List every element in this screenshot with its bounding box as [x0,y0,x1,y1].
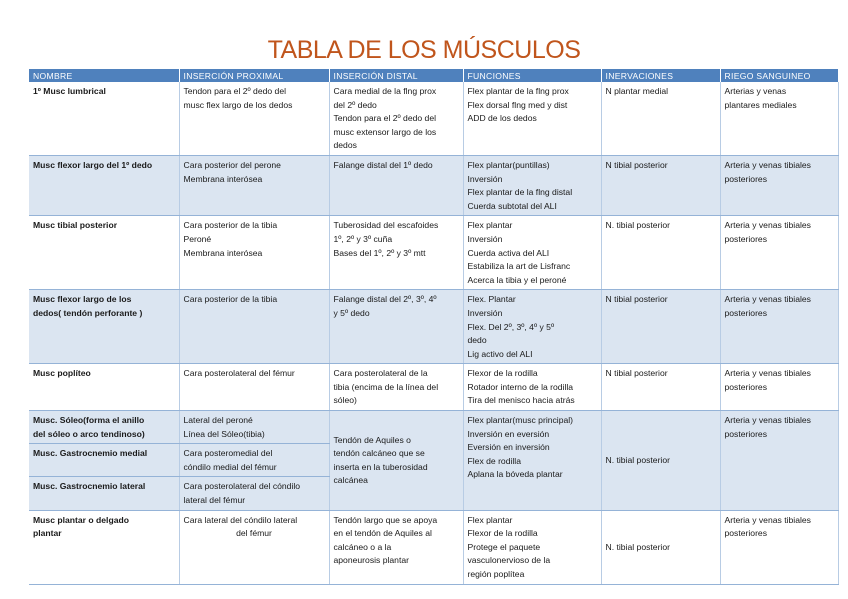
cell-line: Inversión [467,307,503,318]
cell-line: Bases del 1º, 2º y 3º mtt [333,247,426,258]
cell-proximal [179,82,329,155]
cell-line: posteriores [724,233,768,244]
cell-proximal [179,510,329,584]
cell-line: Musc tibial posterior [33,220,118,231]
cell-line: Inversión [467,233,503,244]
cell-distal [329,290,463,364]
cell-line: N tibial posterior [605,368,668,379]
cell-line: Tendon para el 2º dedo del [183,86,287,96]
page-title: TABLA DE LOS MÚSCULOS [267,36,581,64]
cell-line: Flex dorsal flng med y dist [467,99,568,110]
cell-line: plantar [33,528,62,539]
header-insercion-distal: INSERCIÓN DISTAL [329,69,463,82]
cell-line: Cara posterolateral del fémur [183,368,295,379]
muscle-table [29,69,839,585]
cell-funciones [463,411,601,511]
cell-riego [720,155,838,215]
cell-line: Arteria y venas tibiales [724,294,811,305]
header-nombre: NOMBRE [29,69,179,82]
cell-line: Musc. Gastrocnemio medial [33,448,148,459]
cell-line: Aplana la bóveda plantar [467,469,563,480]
cell-line: posteriores [724,528,768,539]
cell-distal [329,155,463,215]
cell-riego [720,510,838,584]
cell-line: Inversión [467,173,503,184]
cell-line: N. tibial posterior [605,220,670,231]
cell-riego [720,82,838,155]
cell-line: Flex. Plantar [467,294,516,305]
cell-distal [329,82,463,155]
cell-proximal [179,290,329,364]
cell-line: posteriores [724,381,768,392]
cell-funciones [463,82,601,155]
cell-line: N tibial posterior [605,294,668,305]
cell-nombre [29,364,179,411]
cell-line: Inversión en eversión [467,428,550,439]
cell-line: Musc. Gastrocnemio lateral [33,481,146,492]
header-inervaciones: INERVACIONES [601,69,720,82]
cell-riego [720,364,838,411]
cell-line: Musc. Sóleo(forma el anillo [33,415,145,426]
cell-line: calcáneo o a la [333,541,392,552]
cell-riego [720,290,838,364]
cell-inervacion [601,364,720,411]
table-row [29,510,838,584]
cell-funciones [463,155,601,215]
cell-proximal [179,444,329,477]
cell-line: Tira del menisco hacia atrás [467,395,575,406]
table-row [29,82,838,155]
cell-line: Cara posterior del perone [183,159,281,170]
cell-line: y 5º dedo [333,307,370,318]
cell-distal [329,510,463,584]
cell-line: Rotador interno de la rodilla [467,381,574,392]
cell-line: musc extensor largo de los [333,126,437,137]
cell-line: Flexor de la rodilla [467,368,538,379]
table-row [29,290,838,364]
cell-line: Flex plantar [467,514,513,525]
table-header-row [29,69,838,82]
cell-line: Flex plantar [467,220,513,231]
cell-line: N. tibial posterior [605,455,670,466]
table-row [29,411,838,444]
cell-line: tibia (encima de la línea del [333,381,439,392]
cell-line: cóndilo medial del fémur [183,461,277,472]
cell-line: del fémur [236,528,272,539]
cell-inervacion [601,510,720,584]
cell-line: en el tendón de Aquiles al [333,528,432,539]
cell-line: Acerca la tibia y el peroné [467,274,567,285]
cell-line: Cara posterior de la tibia [183,220,278,231]
cell-line: dedos( tendón perforante ) [33,307,143,318]
cell-nombre [29,411,179,444]
cell-line: Arteria y venas tibiales [724,220,811,231]
cell-line: N. tibial posterior [605,541,670,552]
cell-proximal [179,155,329,215]
cell-line: 1º Musc lumbrical [33,86,106,96]
header-funciones: FUNCIONES [463,69,601,82]
cell-riego [720,216,838,290]
cell-distal [329,411,463,511]
cell-proximal [179,411,329,444]
cell-proximal [179,216,329,290]
cell-line: posteriores [724,428,768,439]
cell-line: Flex plantar(puntillas) [467,159,550,170]
cell-line: Arteria y venas tibiales [724,415,811,426]
header-insercion-proximal: INSERCIÓN PROXIMAL [179,69,329,82]
cell-nombre [29,290,179,364]
cell-line: Arteria y venas tibiales [724,159,811,170]
cell-line: Tuberosidad del escafoides [333,220,439,231]
cell-line: Arterias y venas [724,86,787,96]
cell-inervacion [601,411,720,511]
cell-line: Cara lateral del cóndilo lateral [183,514,298,525]
cell-line: del sóleo o arco tendinoso) [33,428,145,439]
cell-line: Estabiliza la art de Lisfranc [467,261,571,272]
cell-line: sóleo) [333,395,357,406]
table-row [29,216,838,290]
cell-line: dedo [467,335,487,346]
cell-line: Tendon para el 2º dedo del [333,113,437,124]
cell-line: Musc flexor largo del 1º dedo [33,159,153,170]
cell-line: Cuerda subtotal del ALI [467,200,557,211]
cell-line: Línea del Sóleo(tibia) [183,428,265,439]
cell-line: dedos [333,140,357,151]
cell-line: Flex plantar de la flng distal [467,187,573,198]
cell-line: Musc plantar o delgado [33,514,129,525]
cell-line: Lateral del peroné [183,415,253,426]
cell-line: Cara posterolateral del cóndilo [183,481,301,492]
cell-line: Peroné [183,233,212,244]
cell-proximal [179,364,329,411]
cell-line: Lig activo del ALI [467,348,533,359]
cell-distal [329,216,463,290]
cell-inervacion [601,155,720,215]
cell-line: Tendón de Aquiles o [333,434,411,445]
cell-line: calcánea [333,475,368,486]
cell-line: del 2º dedo [333,99,377,110]
cell-funciones [463,510,601,584]
cell-nombre [29,216,179,290]
cell-line: Protege el paquete [467,541,541,552]
cell-line: Cara posteromedial del [183,448,273,459]
cell-line: Cuerda activa del ALI [467,247,550,258]
cell-line: Membrana interósea [183,173,263,184]
cell-line: Tendón largo que se apoya [333,514,438,525]
cell-line: Musc poplíteo [33,368,91,379]
cell-line: Cara posterior de la tibia [183,294,278,305]
cell-line: Falange distal del 2º, 3º, 4º [333,294,437,305]
cell-line: musc flex largo de los dedos [183,99,293,110]
cell-line: 1º, 2º y 3º cuña [333,233,393,244]
cell-funciones [463,290,601,364]
cell-line: posteriores [724,307,768,318]
cell-line: N tibial posterior [605,159,668,170]
cell-line: inserta en la tuberosidad [333,461,428,472]
cell-line: Flexor de la rodilla [467,528,538,539]
cell-line: Falange distal del 1º dedo [333,159,433,170]
cell-nombre [29,510,179,584]
cell-line: ADD de los dedos [467,113,537,124]
cell-line: Musc flexor largo de los [33,294,132,305]
cell-inervacion [601,216,720,290]
cell-line: lateral del fémur [183,495,246,506]
cell-nombre [29,477,179,510]
cell-riego [720,411,838,511]
cell-line: Flex plantar(musc principal) [467,415,574,426]
cell-line: región poplítea [467,569,525,579]
cell-inervacion [601,82,720,155]
cell-line: Flex. Del 2º, 3º, 4º y 5º [467,321,555,332]
header-riego-sanguineo: RIEGO SANGUINEO [720,69,838,82]
cell-line: Cara posterolateral de la [333,368,428,379]
cell-line: tendón calcáneo que se [333,448,425,459]
cell-line: aponeurosis plantar [333,555,409,566]
cell-nombre [29,155,179,215]
cell-line: Eversión en inversión [467,442,550,453]
cell-line: plantares mediales [724,99,797,110]
cell-line: N plantar medial [605,86,669,96]
cell-inervacion [601,290,720,364]
cell-line: Arteria y venas tibiales [724,368,811,379]
table-row [29,364,838,411]
cell-line: posteriores [724,173,768,184]
cell-nombre [29,444,179,477]
cell-line: Arteria y venas tibiales [724,514,811,525]
cell-funciones [463,216,601,290]
cell-line: Membrana interósea [183,247,263,258]
cell-distal [329,364,463,411]
cell-nombre [29,82,179,155]
cell-line: Flex de rodilla [467,455,521,466]
table-row [29,155,838,215]
cell-line: Flex plantar de la flng prox [467,86,569,96]
cell-proximal [179,477,329,510]
cell-line: Cara medial de la flng prox [333,86,437,96]
cell-line: vasculonervioso de la [467,555,551,566]
cell-funciones [463,364,601,411]
